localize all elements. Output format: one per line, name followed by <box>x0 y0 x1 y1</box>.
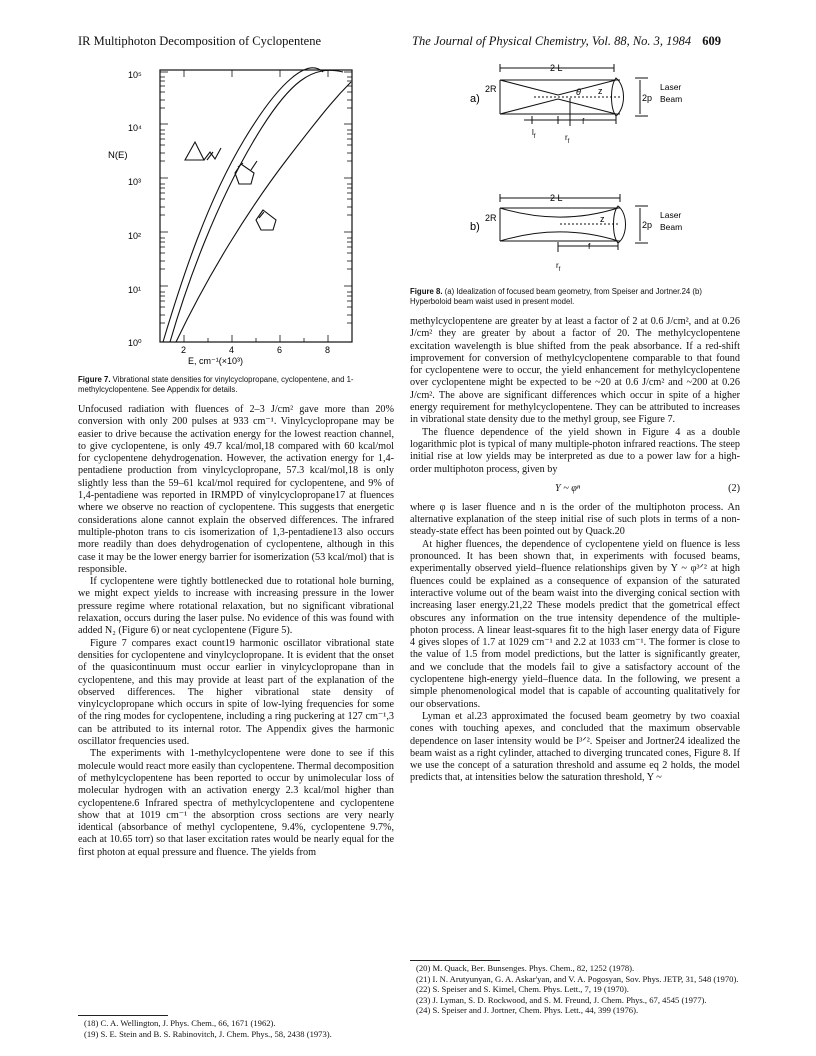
xtick-6: 6 <box>277 345 283 355</box>
curve-vinylcyclopropane <box>163 68 323 342</box>
figure-8-diagram <box>470 58 740 280</box>
footnote-22: (22) S. Speiser and S. Kimel, Chem. Phys. Lett., 7, 19 (1970). <box>416 984 629 994</box>
label-rf-b: $r_f$ <box>556 261 561 273</box>
label-f-b: f <box>588 241 591 251</box>
footnote-20: (20) M. Quack, Ber. Bunsenges. Phys. Chem., 82, 1252 (1978). <box>416 963 635 973</box>
panel-b <box>500 194 648 252</box>
figure-8-caption-label: Figure 8. <box>410 287 443 296</box>
ytick-1e0: 10⁰ <box>128 338 142 348</box>
label-laser-a: Laser <box>660 82 682 92</box>
journal-citation: The Journal of Physical Chemistry, Vol. 88, No. 3, 1984 <box>412 34 692 48</box>
label-2p-a: 2p <box>642 93 653 103</box>
footnote-rule <box>78 1015 168 1016</box>
left-footnotes <box>84 1018 394 1039</box>
figure-7-caption-label: Figure 7. <box>78 375 111 384</box>
ytick-1e5: 10⁵ <box>128 70 142 80</box>
paragraph: Unfocused radiation with fluences of 2–3 J/cm² gave more than 20% conversion with only 200 pulses at 933 cm⁻¹. Vinylcyclopropane may be easier to drive because the activation energy for the lowest reaction channel, to give cyclopentene, is only 49.7 kcal/mol,18 compared with 60 kcal/mol for cyclopentene dehydrogenation. However, the activation energy for 1,4-pentadiene production from vinylcyclopropane, 57.3 kcal/mol,18 is only slightly less than the 59–61 kcal/mol required for cyclopentene, and 9% of 1,4-pentadiene was reported in IRMPD of vinylcyclopropane17 at fluences where we observe no reaction of cyclopentene. This suggests that energetic considerations alone cannot explain the observed differences. The infrared multiple-photon trans to cis isomerization of 1,3-pentadiene13 also occurs more readily than does dehydrogenation of cyclopentene, although in this case it may be the lower energy barrier for isomerization (53 kcal/mol) that is responsible. <box>78 404 394 575</box>
paragraph: where φ is laser fluence and n is the order of the multiphoton process. An alternative explanation of the steep initial rise of such plots in terms of a non-steady-state effect has been pointed out by Quack.20 <box>410 501 740 538</box>
footnote-21: (21) I. N. Arutyunyan, G. A. Askar'yan, and V. A. Pogosyan, Sov. Phys. JETP, 31, 548 (1970). <box>416 973 739 984</box>
paragraph: If cyclopentene were tightly bottlenecked due to rotational hole burning, we might expect yields to increase with increasing pressure in the lower pressure regime where rotational relaxation, but no significant vibrational relaxation, occurs during the laser pulse. No evidence of this was found with added N₂ (Figure 6) or neat cyclopentene (Figure 5). <box>78 576 394 637</box>
y-minor-ticks <box>160 70 352 342</box>
left-column-body <box>78 404 394 859</box>
xtick-2: 2 <box>181 345 187 355</box>
paragraph: Figure 7 compares exact count19 harmonic oscillator vibrational state densities for cyclopentene and vinylcyclopropane. It is evident that the onset of the quasicontinuum must occur earlier in vinylcyclopropane than in cyclopentene, and this may provide at least part of the explanation of the observed differences. The higher vibrational state density of vinylcyclopropane which occurs in spite of low-lying frequencies for some of the ring modes for cyclopentene, including a ring puckering at 127 cm⁻¹,3 can be attributed to its internal rotor. The Appendix gives the harmonic oscillator frequencies used. <box>78 637 394 748</box>
label-laser-b: Laser <box>660 210 682 220</box>
xtick-4: 4 <box>229 345 235 355</box>
label-2R-a: 2R <box>485 84 497 94</box>
ytick-1e2: 10² <box>128 231 142 241</box>
footnote-rule <box>410 960 500 961</box>
vinylcyclopropane-structure <box>185 142 221 160</box>
ytick-1e1: 10¹ <box>128 285 142 295</box>
label-2R-b: 2R <box>485 213 497 223</box>
equation-text: Y ~ φⁿ <box>555 482 581 494</box>
paragraph: The experiments with 1-methylcyclopentene were done to see if this molecule would react more easily than cyclopentene. Thermal decomposition of methylcyclopentene has been reported to occur by unimolecular loss of molecular hydrogen with an activation energy 2.3 kcal/mol higher than cyclopentene.6 Infrared spectra of methylcyclopentene and cyclopentene show that at 1019 cm⁻¹ the absorption cross sections are very nearly identical (absorbance of methyl cyclopentene, 9.4%, cyclopentene 9.7%, each at 10.65 torr) so that laser excitation rates would be nearly equal for the first photon at equal pressure and fluence. The yields from <box>78 748 394 858</box>
panel-a-label: a) <box>470 93 480 105</box>
ytick-1e3: 10³ <box>128 177 142 187</box>
figure-8-caption-text: (a) Idealization of focused beam geometry, from Speiser and Jortner.24 (b) Hyperboloid beam waist used in present model. <box>410 287 702 306</box>
page-number: 609 <box>702 34 722 48</box>
figure-7-caption <box>78 375 394 395</box>
methylcyclopentene-structure <box>235 161 257 184</box>
right-column-body <box>410 316 740 785</box>
paragraph: Lyman et al.23 approximated the focused beam geometry by two coaxial cones with touching apexes, and concluded that the maximum observable dependence on laser intensity would be I³ᐟ². Speiser and Jortner24 idealized the beam waist as a right cylinder, attached to diverging truncated cones, Figure 8. If we use the concept of a saturation threshold and assume eq 2 holds, the model predicts that, at intensities below the saturation threshold, Y ~ <box>410 710 740 784</box>
x-axis-label: E, cm⁻¹(×10³) <box>188 356 244 366</box>
footnote-24: (24) S. Speiser and J. Jortner, Chem. Phys. Lett., 44, 399 (1976). <box>416 1005 639 1015</box>
label-beam-b: Beam <box>660 222 683 232</box>
running-head-title: IR Multiphoton Decomposition of Cyclopentene <box>78 34 322 48</box>
label-2p-b: 2p <box>642 220 653 230</box>
label-beam-a: Beam <box>660 94 683 104</box>
figure-7-plot <box>108 60 378 370</box>
label-theta: θ <box>576 87 581 97</box>
footnote-19: (19) S. E. Stein and B. S. Rabinovitch, J. Chem. Phys., 58, 2438 (1973). <box>84 1028 332 1039</box>
equation-2 <box>410 479 740 499</box>
figure-8-caption <box>410 287 740 307</box>
label-f-a: f <box>582 116 585 126</box>
xtick-8: 8 <box>325 345 331 355</box>
panel-b-label: b) <box>470 221 480 233</box>
paragraph: The fluence dependence of the yield shown in Figure 4 as a double logarithmic plot is typical of many multiple-photon infrared reactions. The steep initial rise at low yields may be interpreted as due to a power law for a high-order multiphoton process, given by <box>410 426 740 475</box>
equation-number: (2) <box>728 482 740 494</box>
y-axis-label: N(E) <box>108 150 128 161</box>
paragraph: methylcyclopentene are greater by at least a factor of 2 at 0.6 J/cm², and at 0.26 J/cm² they are greater by about a factor of 20. The methylcyclopentene excitation wavelength is blue shifted from the peak absorbance. If a red-shift improvement for conversion of methylcyclopentene comparable to that found for cyclopentene were to occur, the yield enhancement for methylcyclopentene over cyclopentene might be expected to be ~20 at 0.6 J/cm² and ~200 at 0.26 J/cm². The above are significant differences which occur in spite of a higher energy requirement for methylcyclopentene. They can be attributed to increases in vibrational state density due to the methyl group, see Figure 7. <box>410 316 740 426</box>
right-footnotes <box>416 963 740 1016</box>
label-lf: $l_f$ <box>532 128 536 140</box>
label-z-a: z <box>598 86 603 96</box>
label-rf-a: $r_f$ <box>565 133 570 145</box>
panel-a <box>500 64 648 126</box>
running-head-journal <box>412 34 721 49</box>
ytick-1e4: 10⁴ <box>128 123 142 133</box>
plot-frame <box>160 70 352 342</box>
figure-7-caption-text: Vibrational state densities for vinylcyclopropane, cyclopentene, and 1-methylcyclopentene. See Appendix for details. <box>78 375 354 394</box>
label-z-b: z <box>600 214 605 224</box>
footnote-18: (18) C. A. Wellington, J. Phys. Chem., 66, 1671 (1962). <box>84 1018 276 1028</box>
cyclopentene-structure <box>256 210 276 230</box>
paragraph: At higher fluences, the dependence of cyclopentene yield on fluence is less pronounced. It has been shown that, in experiments with focused beams, experimentally observed yield–fluence relationships given by Y ~ φ³ᐟ² at high fluences could be explained as a consequence of expansion of the saturated interactive volume out of the beam waist into the diverging conical section with increasing laser energy.21,22 These models predict that the gometrical effect obscures any information on the true intensity dependence of the multiple-photon process. A linear least-squares fit to the high laser energy data of Figure 4 gives slopes of 1.7 at 1029 cm⁻¹ and 2.2 at 1033 cm⁻¹. The former is close to the value of 1.5 from model predictions, but the latter is significantly greater, and we conclude that the models fail to give a satisfactory account of the cyclopentene high-energy yield–fluence data. In the following, we present a simple phenomenological model that is capable of accounting qualitatively for our observations. <box>410 538 740 710</box>
footnote-23: (23) J. Lyman, S. D. Rockwood, and S. M. Freund, J. Chem. Phys., 67, 4545 (1977). <box>416 994 707 1005</box>
label-2L-b: 2 L <box>550 193 563 203</box>
label-2L-a: 2 L <box>550 63 563 73</box>
